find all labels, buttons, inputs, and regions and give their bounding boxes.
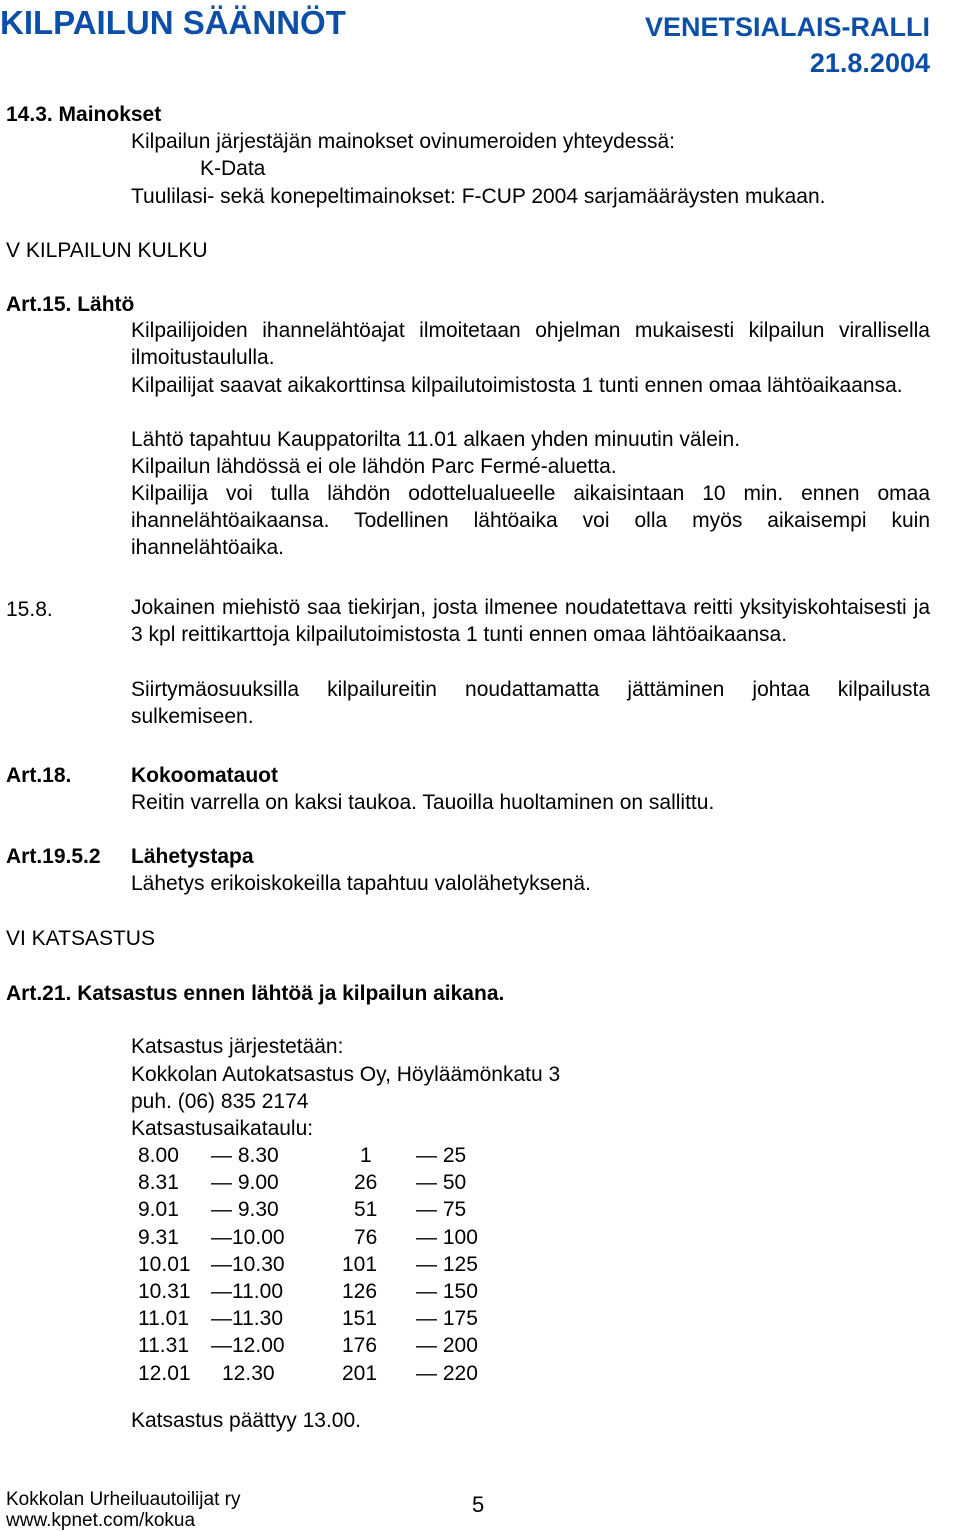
time-from: 11.01 [138, 1307, 189, 1331]
ads-line-1: Kilpailun järjestäjän mainokset ovinumeroiden yhteydessä: [131, 130, 675, 153]
time-to: —11.30 [211, 1307, 283, 1331]
art-19-number: Art.19.5.2 [6, 845, 101, 868]
section-15-8-paragraph-1: Jokainen miehistö saa tiekirjan, josta ilmenee noudatettava reitti yksityiskohtaisesti ja 3 kpl reittikarttoja kilpailutoimistosta 1 tunti ennen omaa lähtöaikaansa. [131, 596, 930, 647]
event-name: VENETSIALAIS-RALLI [644, 12, 930, 42]
number-end: — 200 [416, 1334, 478, 1358]
art-15-paragraph-4: Kilpailun lähdössä ei ole lähdön Parc Fermé-aluetta. [131, 455, 617, 478]
event-header [645, 9, 930, 81]
art-18-title: Kokoomatauot [131, 764, 278, 787]
footer-organization: Kokkolan Urheiluautoilijat ry [6, 1489, 241, 1510]
art-15-paragraph-1: Kilpailijoiden ihannelähtöajat ilmoitetaan ohjelman mukaisesti kilpailun virallisella ilmoitustaululla. [131, 319, 930, 370]
event-date: 21.8.2004 [809, 48, 930, 78]
time-from: 9.31 [138, 1225, 179, 1249]
inspection-phone: puh. (06) 835 2174 [131, 1090, 309, 1113]
number-start: 151 [342, 1307, 378, 1331]
number-start: 101 [342, 1252, 378, 1276]
time-from: 11.31 [138, 1334, 189, 1358]
time-from: 8.31 [138, 1171, 179, 1195]
time-from: 10.31 [138, 1279, 191, 1303]
art-15-heading: Art.15. Lähtö [6, 293, 135, 316]
art-19-title: Lähetystapa [131, 845, 254, 868]
section-v-heading: V KILPAILUN KULKU [6, 239, 208, 262]
number-start: 76 [354, 1225, 378, 1249]
art-15-paragraph-2: Kilpailijat saavat aikakorttinsa kilpailutoimistosta 1 tunti ennen omaa lähtöaikaansa. [131, 374, 903, 397]
art-15-paragraph-3: Lähtö tapahtuu Kauppatorilta 11.01 alkaen yhden minuutin välein. [131, 428, 741, 451]
number-end: — 25 [416, 1144, 467, 1167]
time-to: — 9.00 [211, 1171, 279, 1195]
inspection-intro: Katsastus järjestetään: [131, 1035, 344, 1058]
number-start: 1 [360, 1144, 372, 1167]
page-number: 5 [472, 1492, 485, 1517]
section-vi-heading: VI KATSASTUS [6, 927, 155, 950]
ads-line-3: Tuulilasi- sekä konepeltimainokset: F-CUP 2004 sarjamääräysten mukaan. [131, 185, 826, 208]
time-to: — 9.30 [211, 1198, 279, 1222]
time-from: 10.01 [138, 1252, 191, 1276]
art-19-text: Lähetys erikoiskokeilla tapahtuu valolähetyksenä. [131, 872, 591, 895]
number-end: — 100 [416, 1225, 478, 1249]
inspection-schedule-label: Katsastusaikataulu: [131, 1117, 314, 1140]
section-14-3-heading: 14.3. Mainokset [6, 103, 162, 126]
time-to: —11.00 [211, 1279, 283, 1303]
number-start: 126 [342, 1279, 378, 1303]
time-to: —12.00 [211, 1334, 285, 1358]
time-to: 12.30 [222, 1361, 275, 1385]
number-end: — 125 [416, 1252, 478, 1276]
inspection-end-note: Katsastus päättyy 13.00. [131, 1409, 361, 1432]
number-end: — 50 [416, 1171, 467, 1195]
number-end: — 175 [416, 1307, 478, 1331]
time-to: —10.00 [211, 1225, 285, 1249]
number-start: 51 [354, 1198, 378, 1222]
number-end: — 150 [416, 1279, 478, 1303]
time-from: 8.00 [138, 1144, 179, 1167]
art-18-number: Art.18. [6, 764, 72, 787]
number-end: — 220 [416, 1361, 478, 1385]
art-21-heading: Art.21. Katsastus ennen lähtöä ja kilpailun aikana. [6, 982, 505, 1005]
section-15-8-number: 15.8. [6, 598, 53, 621]
time-from: 9.01 [138, 1198, 179, 1222]
number-start: 176 [342, 1334, 378, 1358]
footer-url: www.kpnet.com/kokua [6, 1510, 196, 1531]
number-start: 26 [354, 1171, 378, 1195]
time-to: —10.30 [211, 1252, 285, 1276]
art-18-text: Reitin varrella on kaksi taukoa. Tauoilla huoltaminen on sallittu. [131, 791, 715, 814]
number-start: 201 [342, 1361, 378, 1385]
ads-line-2: K-Data [200, 157, 266, 180]
time-from: 12.01 [138, 1361, 191, 1385]
document-title: KILPAILUN SÄÄNNÖT [0, 4, 346, 41]
inspection-company: Kokkolan Autokatsastus Oy, Höyläämönkatu 3 [131, 1063, 561, 1086]
art-15-paragraph-5: Kilpailija voi tulla lähdön odottelualueelle aikaisintaan 10 min. ennen omaa ihannelähtöaikaansa. Todellinen lähtöaika voi olla myös aikaisempi kuin ihannelähtöaika. [131, 482, 930, 560]
time-to: — 8.30 [211, 1144, 279, 1167]
section-15-8-paragraph-2: Siirtymäosuuksilla kilpailureitin noudattamatta jättäminen johtaa kilpailusta sulkemiseen. [131, 678, 930, 729]
number-end: — 75 [416, 1198, 467, 1222]
